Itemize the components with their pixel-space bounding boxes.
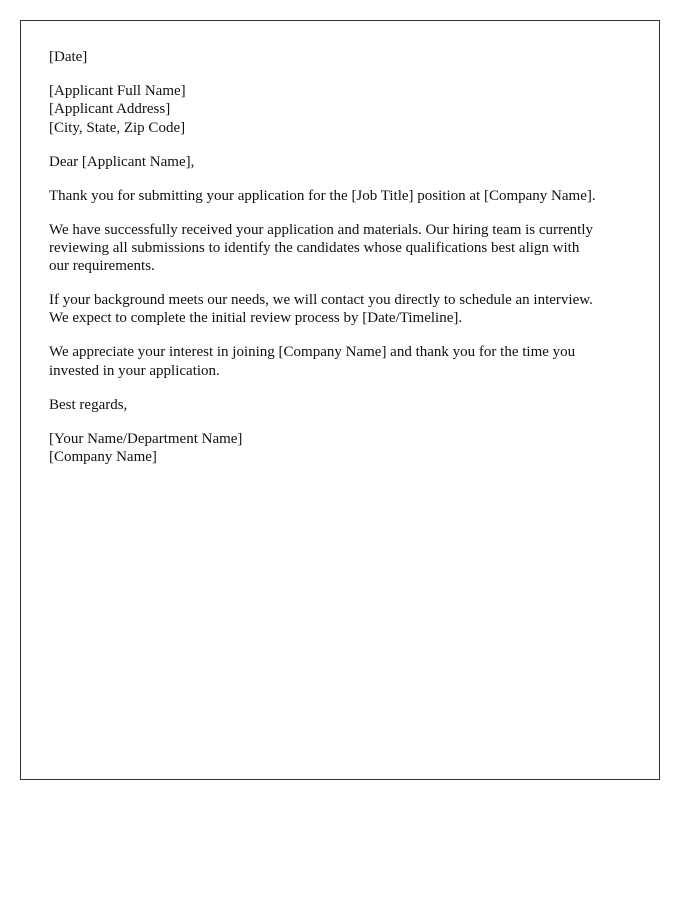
paragraph-line: We have successfully received your application and materials. Our hiring team is currently <box>49 221 594 238</box>
paragraph-next-steps <box>49 291 639 328</box>
closing <box>49 396 639 414</box>
salutation <box>49 153 639 171</box>
paragraph-line: Thank you for submitting your application for the [Job Title] position at [Company Name]. <box>49 187 596 204</box>
recipient-street: [Applicant Address] <box>49 101 171 118</box>
signature-company: [Company Name] <box>49 448 157 465</box>
letter-page <box>20 20 660 780</box>
closing-text: Best regards, <box>49 396 128 413</box>
recipient-address <box>49 82 639 137</box>
recipient-name: [Applicant Full Name] <box>49 82 186 99</box>
salutation-text: Dear [Applicant Name], <box>49 153 195 170</box>
paragraph-thank-you <box>49 187 639 205</box>
signature-name: [Your Name/Department Name] <box>49 430 243 447</box>
letter-date <box>49 48 639 66</box>
paragraph-line: We appreciate your interest in joining [Company Name] and thank you for the time you <box>49 344 576 361</box>
recipient-city-state-zip: [City, State, Zip Code] <box>49 119 186 136</box>
letter-body <box>49 48 639 482</box>
paragraph-line: invested in your application. <box>49 362 220 379</box>
paragraph-line: We expect to complete the initial review process by [Date/Timeline]. <box>49 310 463 327</box>
paragraph-appreciation <box>49 343 639 380</box>
signature-block <box>49 430 639 467</box>
paragraph-received <box>49 221 639 276</box>
paragraph-line: reviewing all submissions to identify the candidates whose qualifications best align with <box>49 239 580 256</box>
paragraph-line: our requirements. <box>49 258 155 275</box>
date-text: [Date] <box>49 49 88 65</box>
paragraph-line: If your background meets our needs, we will contact you directly to schedule an interview. <box>49 292 593 309</box>
